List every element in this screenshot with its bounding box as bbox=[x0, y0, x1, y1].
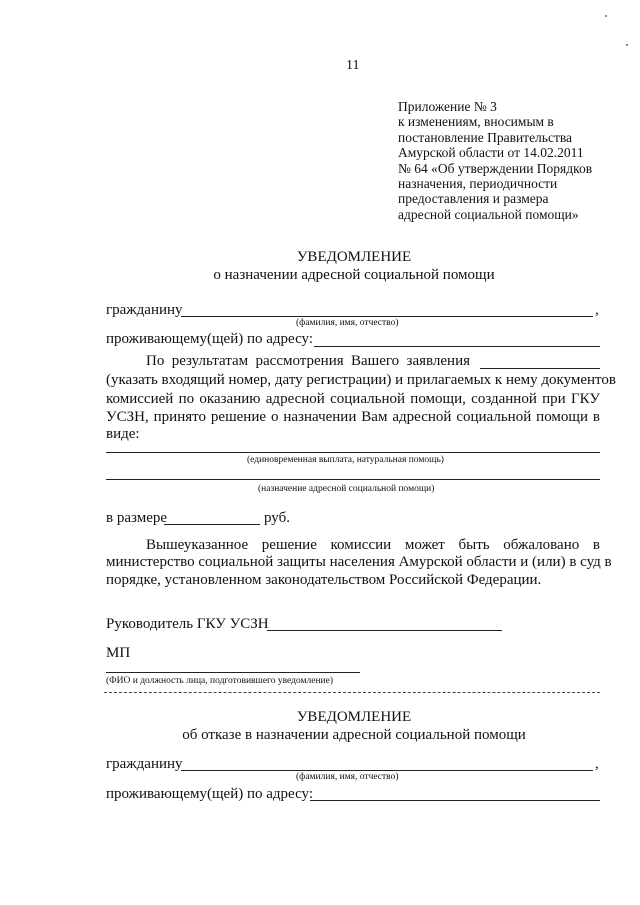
appendix-line: Амурской области от 14.02.2011 bbox=[398, 145, 584, 161]
page-number: 11 bbox=[346, 58, 360, 73]
notice1-name-field[interactable] bbox=[181, 316, 593, 317]
appendix-line: к изменениям, вносимым в bbox=[398, 114, 554, 130]
notice2-subtitle: об отказе в назначении адресной социальной помощи bbox=[182, 727, 526, 743]
notice1-citizen-label: гражданину bbox=[106, 302, 183, 318]
appendix-line: назначения, периодичности bbox=[398, 176, 558, 192]
appendix-line: № 64 «Об утверждении Порядков bbox=[398, 160, 593, 176]
appendix-line: адресной социальной помощи» bbox=[398, 206, 579, 222]
notice1-head-signature-field[interactable] bbox=[267, 630, 502, 631]
notice1-body-line: виде: bbox=[106, 426, 140, 442]
notice2-address-label: проживающему(щей) по адресу: bbox=[106, 786, 313, 802]
notice1-purpose-field[interactable] bbox=[106, 479, 600, 480]
notice1-name-caption: (фамилия, имя, отчество) bbox=[296, 318, 399, 328]
notice1-preparer-field[interactable] bbox=[106, 672, 360, 673]
notice1-currency: руб. bbox=[264, 510, 290, 526]
appendix-line: постановление Правительства bbox=[398, 129, 573, 145]
notice1-amount-label: в размере bbox=[106, 510, 168, 526]
notice2-name-field[interactable] bbox=[181, 770, 593, 771]
scan-speck bbox=[605, 15, 607, 17]
notice2-citizen-label: гражданину bbox=[106, 756, 183, 772]
notice1-title: УВЕДОМЛЕНИЕ bbox=[296, 249, 412, 265]
notice1-type-caption: (единовременная выплата, натуральная помощь) bbox=[247, 455, 444, 465]
notice1-body-line: УСЗН, принято решение о назначении Вам адресной социальной помощи в bbox=[106, 409, 600, 425]
notice1-preparer-caption: (ФИО и должность лица, подготовившего уведомление) bbox=[106, 676, 334, 686]
notice1-subtitle: о назначении адресной социальной помощи bbox=[213, 267, 495, 283]
notice1-head-label: Руководитель ГКУ УСЗН bbox=[106, 616, 269, 632]
notice1-address-label: проживающему(щей) по адресу: bbox=[106, 331, 313, 347]
comma: , bbox=[595, 302, 599, 318]
scan-speck bbox=[626, 44, 628, 46]
notice1-appeal-line: порядке, установленном законодательством Российской Федерации. bbox=[106, 572, 542, 588]
notice1-appeal-line: Вышеуказанное решение комиссии может быть обжаловано в bbox=[146, 537, 600, 553]
notice2-title: УВЕДОМЛЕНИЕ bbox=[296, 709, 412, 725]
appendix-line: Приложение № 3 bbox=[398, 99, 497, 114]
notice1-application-field[interactable] bbox=[480, 368, 600, 369]
notice1-appeal-line: министерство социальной защиты населения Амурской области и (или) в суд в bbox=[106, 554, 612, 570]
notice1-type-field[interactable] bbox=[106, 452, 600, 453]
notice1-stamp-label: МП bbox=[106, 645, 131, 661]
cut-line-divider bbox=[104, 692, 600, 693]
notice1-body-line: (указать входящий номер, дату регистрации) и прилагаемых к нему документов bbox=[106, 372, 616, 388]
notice2-name-caption: (фамилия, имя, отчество) bbox=[296, 772, 399, 782]
notice1-body-line: По результатам рассмотрения Вашего заявления bbox=[146, 353, 470, 369]
notice2-address-field[interactable] bbox=[310, 800, 600, 801]
notice1-purpose-caption: (назначение адресной социальной помощи) bbox=[258, 484, 435, 494]
appendix-line: предоставления и размера bbox=[398, 191, 549, 207]
notice1-address-field[interactable] bbox=[314, 346, 600, 347]
comma: , bbox=[595, 756, 599, 772]
appendix-header bbox=[398, 99, 592, 222]
notice1-amount-field[interactable] bbox=[164, 524, 260, 525]
notice1-body-line: комиссией по оказанию адресной социальной помощи, созданной при ГКУ bbox=[106, 391, 600, 407]
